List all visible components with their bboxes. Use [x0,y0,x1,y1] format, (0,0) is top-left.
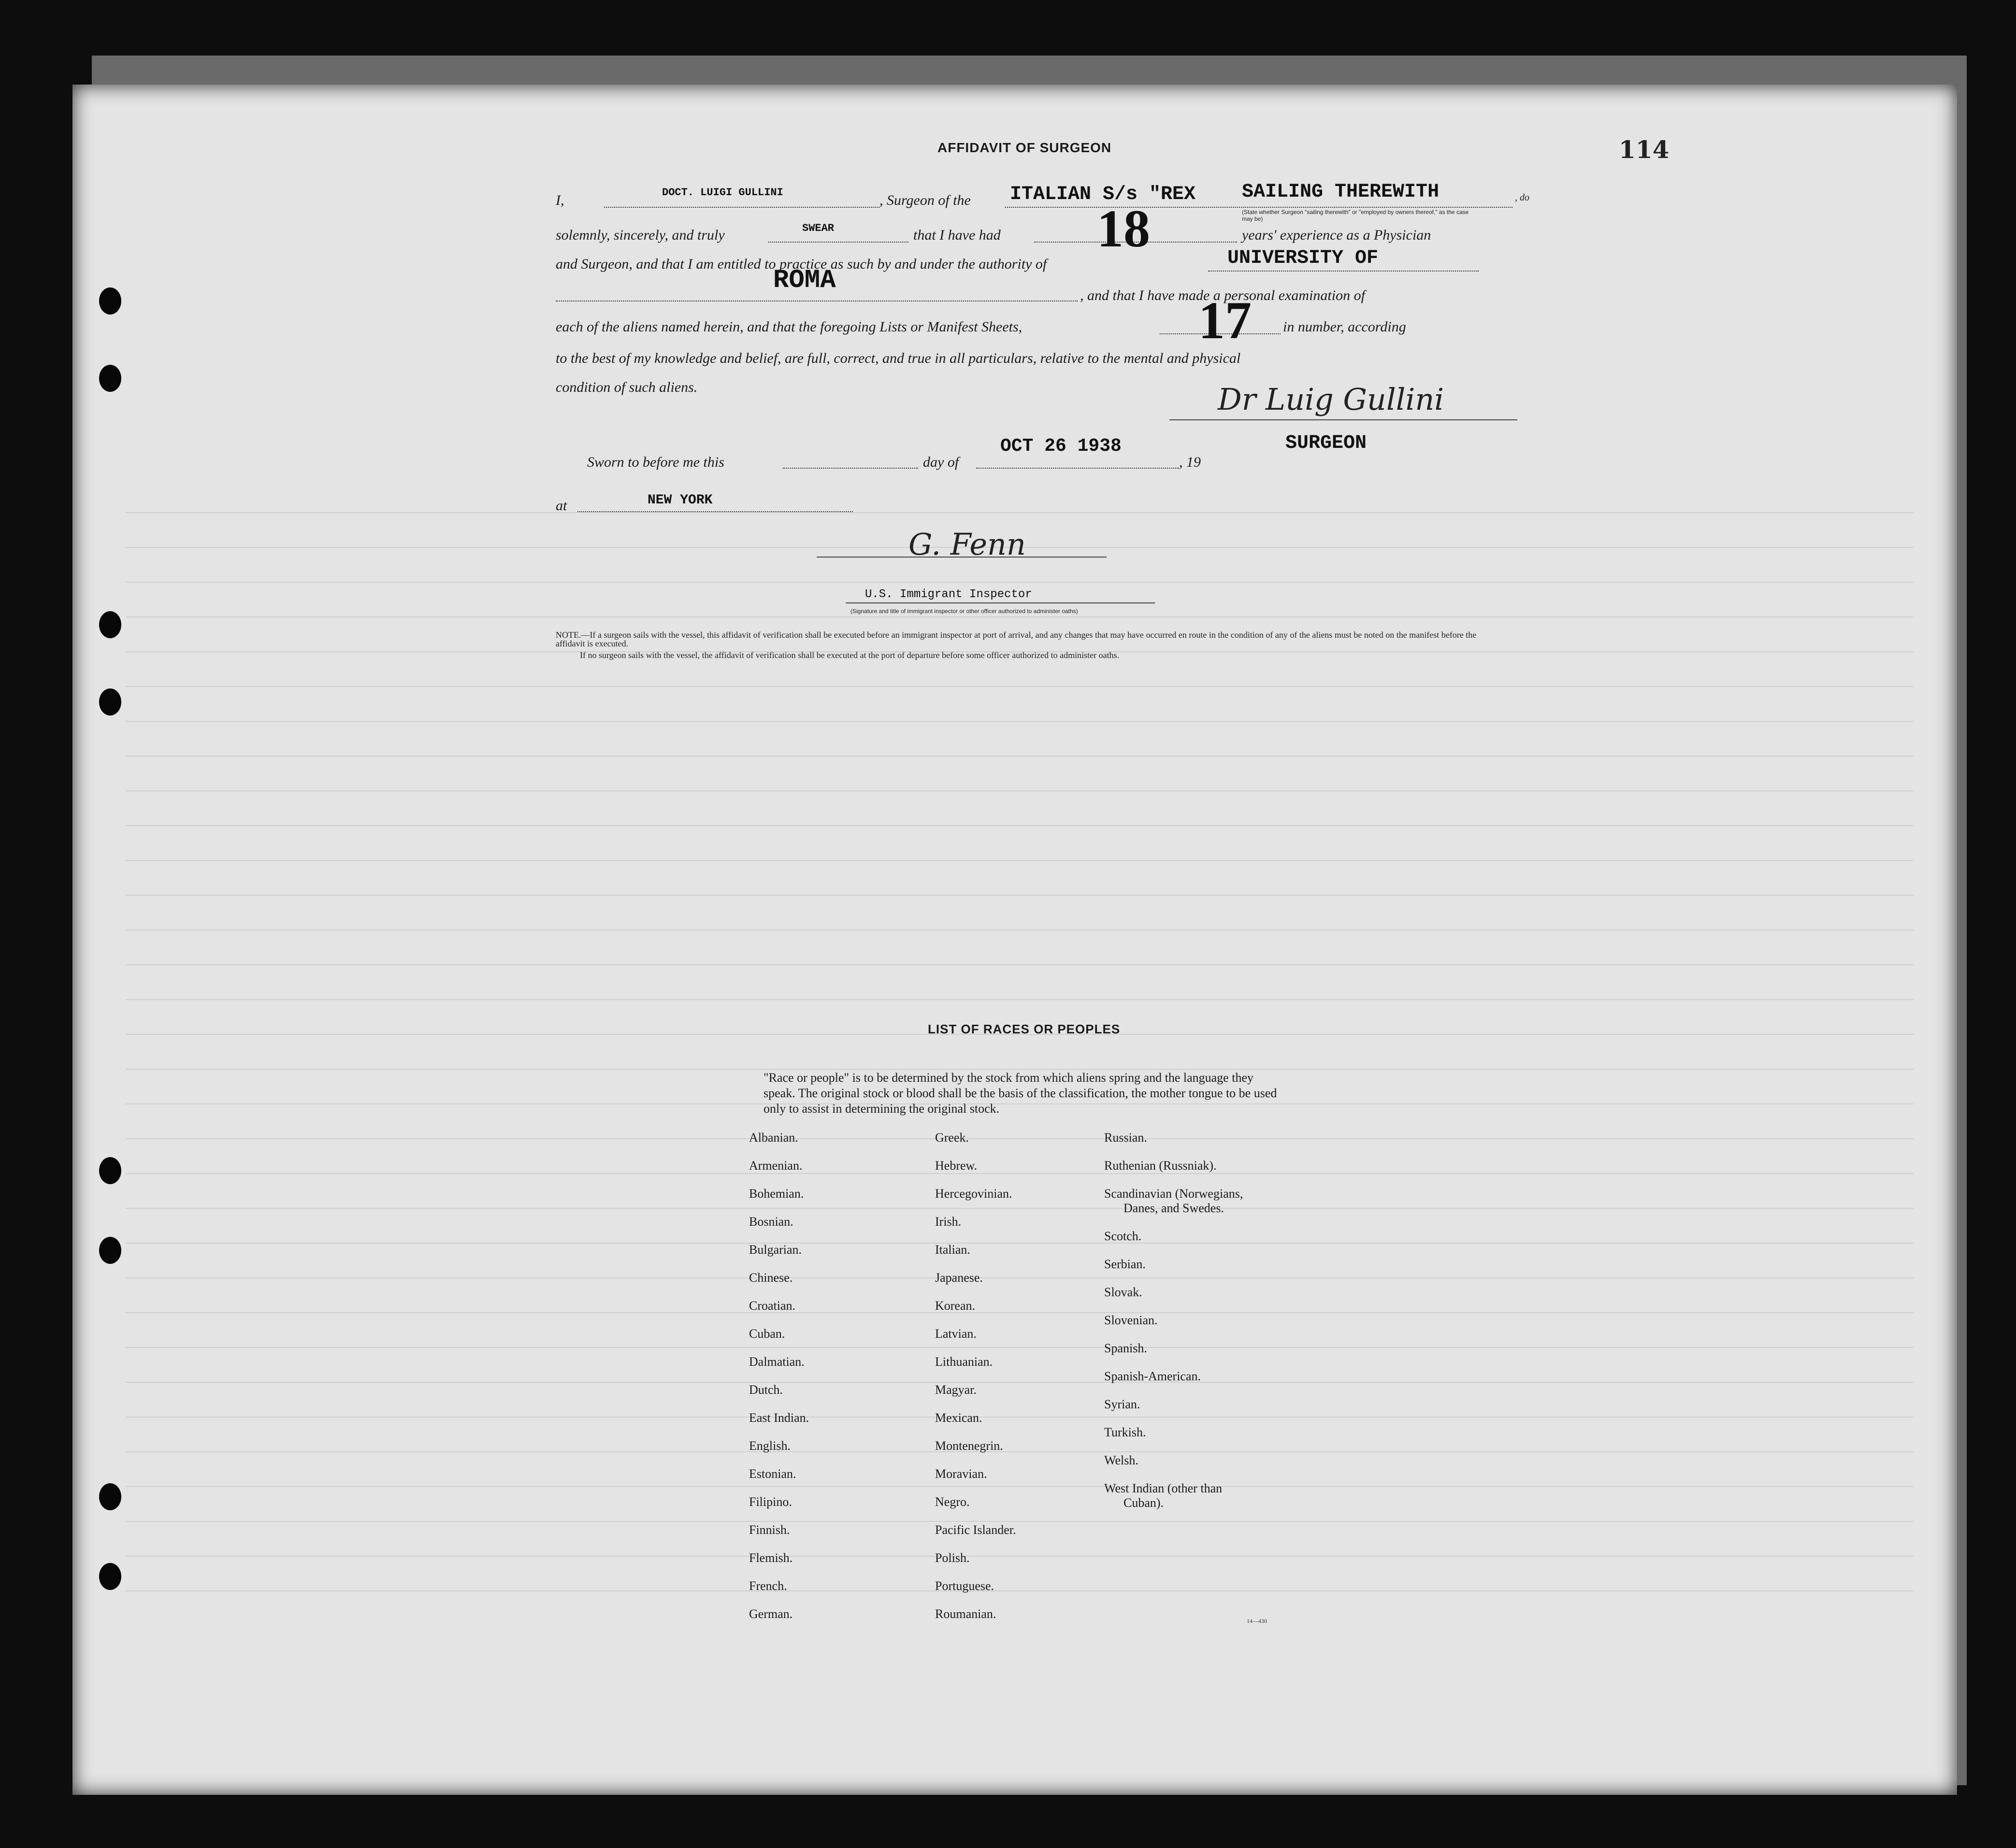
race-item: Ruthenian (Russniak). [1104,1159,1217,1173]
punch-hole [99,688,121,716]
race-item: Bosnian. [749,1215,793,1229]
condition-text: condition of such aliens. [556,379,698,395]
races-title: LIST OF RACES OR PEOPLES [928,1022,1121,1036]
race-item: French. [749,1579,787,1593]
punch-hole [99,1563,121,1590]
punch-hole [99,1237,121,1264]
rule [817,557,1107,558]
sworn-place: NEW YORK [648,493,713,508]
race-item: Scandinavian (Norwegians, [1104,1187,1243,1201]
race-item: Serbian. [1104,1257,1146,1271]
race-item: Flemish. [749,1551,793,1565]
punch-hole [99,1483,121,1510]
race-item: West Indian (other than [1104,1481,1223,1495]
rule [1208,271,1479,272]
race-item: Dalmatian. [749,1355,805,1369]
each-of-text: each of the aliens named herein, and that the foregoing Lists or Manifest Sheets, [556,319,1022,335]
have-had-text: that I have had [913,227,1001,243]
race-item: Montenegrin. [935,1439,1003,1453]
sworn-text: Sworn to before me this [587,454,724,470]
note-2: If no surgeon sails with the vessel, the affidavit of verification shall be executed at the port of departure before some officer authorized to administer oaths. [580,650,1120,660]
affidavit-do: , do [1515,192,1529,203]
race-item: Japanese. [935,1271,983,1285]
solemnly-text: solemnly, sincerely, and truly [556,227,725,243]
sworn-date: OCT 26 1938 [1000,436,1122,457]
race-item: Slovenian. [1104,1313,1158,1327]
race-item: Latvian. [935,1327,977,1341]
vessel-name: ITALIAN S/s "REX [1010,184,1196,205]
race-item: Bulgarian. [749,1243,802,1257]
surgeon-name: DOCT. LUIGI GULLINI [662,186,783,199]
race-item: Chinese. [749,1271,793,1285]
punch-hole [99,611,121,638]
oath-type: SWEAR [802,222,835,234]
race-item: Finnish. [749,1523,790,1537]
inspector-signature: G. Fenn [908,527,1026,562]
nineteen-text: , 19 [1179,454,1201,470]
rule [1169,419,1517,420]
race-item: Lithuanian. [935,1355,993,1369]
race-item: Estonian. [749,1467,796,1481]
to-the-best-text: to the best of my knowledge and belief, are full, correct, and true in all particulars, relative to the mental and physical [556,350,1241,366]
race-item: East Indian. [749,1411,809,1425]
race-item: Pacific Islander. [935,1523,1016,1537]
and-surgeon-text: and Surgeon, and that I am entitled to practice as such by and under the authority of [556,256,1047,272]
note-1: NOTE.—If a surgeon sails with the vessel, this affidavit of verification shall be executed before an immigrant inspector at port of arrival, and any changes that may have occurred en route in the condition of any of the aliens must be noted on the manifest before the affidavit is executed. [556,630,1477,648]
personal-exam-text: , and that I have made a personal examination of [1080,287,1365,303]
rule [1005,207,1512,208]
race-item: Syrian. [1104,1397,1140,1411]
race-item: Bohemian. [749,1187,804,1201]
affidavit-title: AFFIDAVIT OF SURGEON [937,140,1112,155]
race-item: Moravian. [935,1467,987,1481]
authority-line-1: UNIVERSITY OF [1227,247,1379,269]
race-item: Spanish-American. [1104,1369,1201,1383]
race-item: Spanish. [1104,1341,1147,1355]
years-experience: 18 [1097,199,1150,258]
race-item: Croatian. [749,1299,796,1313]
day-of-text: day of [923,454,959,470]
race-item: Hebrew. [935,1159,978,1173]
sailing-note: (State whether Surgeon "sailing therewith" or "employed by owners thereof," as the case may be) [1242,209,1469,222]
punch-hole [99,365,121,392]
surgeon-of-the: , Surgeon of the [879,192,971,208]
race-item: Roumanian. [935,1607,996,1621]
race-item: Albanian. [749,1131,798,1145]
punch-hole [99,1157,121,1184]
sailing-status: SAILING THEREWITH [1242,181,1440,203]
race-item: Portuguese. [935,1579,994,1593]
authority-line-2: ROMA [773,266,836,295]
inspector-title: U.S. Immigrant Inspector [865,588,1032,601]
rule [604,207,879,208]
race-item: Magyar. [935,1383,977,1397]
at-text: at [556,498,567,514]
race-item: Korean. [935,1299,976,1313]
race-item: Cuban. [749,1327,785,1341]
race-item: Negro. [935,1495,970,1509]
race-item: Turkish. [1104,1425,1146,1439]
punch-hole [99,287,121,315]
race-item: Greek. [935,1131,969,1145]
race-item: Mexican. [935,1411,982,1425]
race-item: Danes, and Swedes. [1123,1201,1224,1215]
races-intro: "Race or people" is to be determined by the stock from which aliens spring and the language they speak. The original stock or blood shall be the basis of the classification, the mother tongue to be used only to assist in determining the original stock. [763,1071,1277,1116]
race-item: Irish. [935,1215,962,1229]
rule [577,511,853,512]
form-code: 14—430 [1247,1618,1267,1624]
race-item: Italian. [935,1243,970,1257]
race-item: Hercegovinian. [935,1187,1012,1201]
surgeon-signature: Dr Luig Gullini [1218,382,1444,417]
race-item: Filipino. [749,1495,792,1509]
race-item: Dutch. [749,1383,783,1397]
page-number: 114 [1619,135,1670,164]
race-item: English. [749,1439,791,1453]
in-number-text: in number, according [1283,319,1406,335]
rule [783,468,918,469]
race-item: Cuban). [1123,1496,1164,1510]
affidavit-i: I, [556,192,564,208]
rule [768,242,908,243]
inspector-note: (Signature and title of immigrant inspector or other officer authorized to administer oaths) [850,608,1078,615]
surgeon-label: SURGEON [1285,432,1367,454]
rule [846,602,1155,603]
race-item: Armenian. [749,1159,803,1173]
race-item: Slovak. [1104,1285,1142,1299]
race-item: Scotch. [1104,1229,1142,1243]
race-item: Welsh. [1104,1453,1138,1467]
race-item: Russian. [1104,1131,1147,1145]
race-item: German. [749,1607,793,1621]
years-exp-text: years' experience as a Physician [1242,227,1431,243]
rule [976,468,1179,469]
race-item: Polish. [935,1551,970,1565]
manifest-sheets-count: 17 [1198,291,1252,350]
